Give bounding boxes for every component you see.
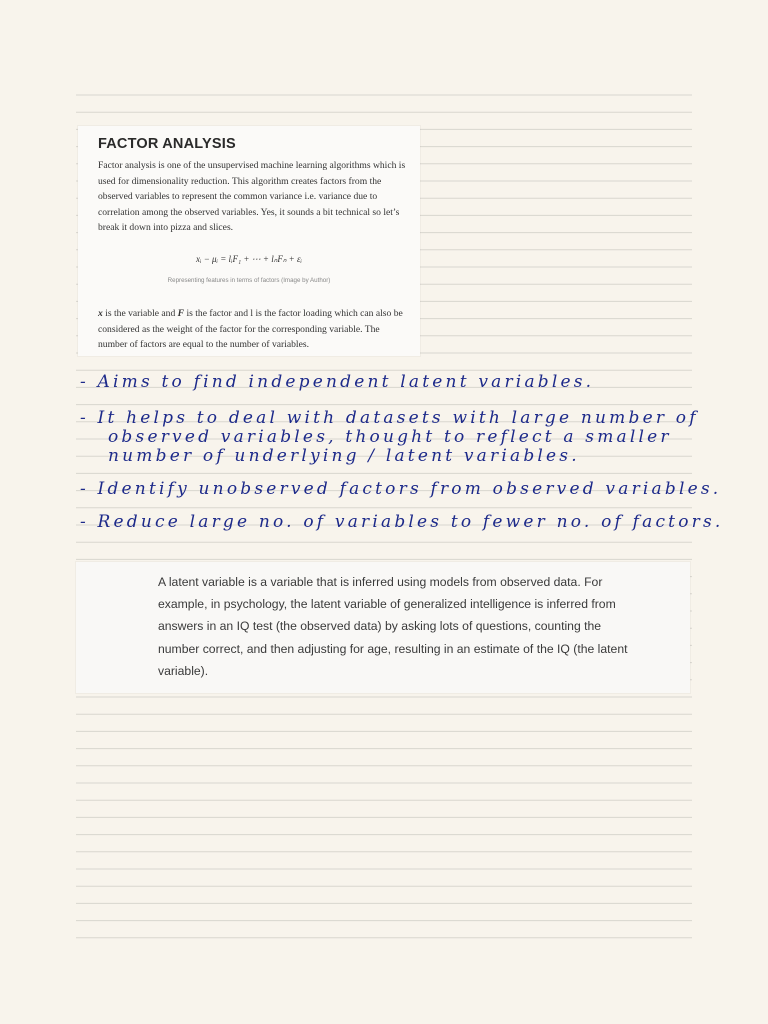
factor-formula: xᵢ − μᵢ = lᵢF₁ + ⋯ + lₙFₙ + εᵢ <box>196 254 302 264</box>
snippet-paragraph-intro: Factor analysis is one of the unsupervised machine learning algorithms which is used for dimensionality reduction. This algorithm creates factors from the observed variables to represent the common variance i.e. variance due to correlation among the observed variables. Yes, it sounds a bit technical so let’s break it down into pizza and slices. <box>98 160 406 234</box>
factor-analysis-snippet <box>78 126 420 356</box>
latent-variable-paragraph: A latent variable is a variable that is inferred using models from observed data. For example, in psychology, the latent variable of generalized intelligence is inferred from answers in an IQ test (the observed data) by asking lots of questions, counting the number correct, and then adjusting for age, resulting in an estimate of the IQ (the latent variable). <box>158 575 628 678</box>
term-x: x <box>98 308 103 319</box>
note-line-6: - Reduce large no. of variables to fewer no. of factors. <box>80 512 724 532</box>
note-line-4: number of underlying / latent variables. <box>108 446 580 466</box>
formula-caption: Representing features in terms of factors (Image by Author) <box>167 277 331 284</box>
text-part: is the variable and <box>102 308 178 319</box>
note-line-2: - It helps to deal with datasets with large number of <box>80 408 699 428</box>
note-line-3: observed variables, thought to reflect a smaller <box>108 427 672 447</box>
term-f: F <box>177 308 185 319</box>
note-line-5: - Identify unobserved factors from observed variables. <box>80 479 722 499</box>
latent-variable-snippet <box>76 562 690 693</box>
snippet-paragraph-definition <box>98 306 408 353</box>
note-line-1: - Aims to find independent latent variables. <box>80 372 595 392</box>
text-part: is the factor and l is the factor loading which can also be considered as the weight of the factor for the corresponding variable. The number of factors are equal to the number of variables. <box>98 308 403 351</box>
snippet-title: FACTOR ANALYSIS <box>98 136 236 152</box>
